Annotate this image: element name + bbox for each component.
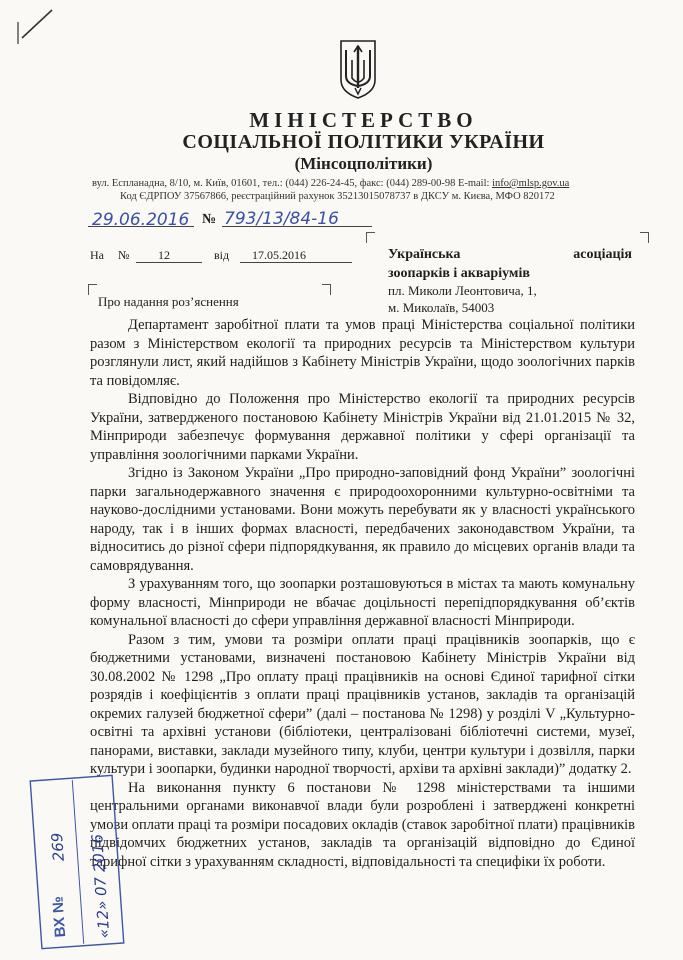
- outgoing-number: 793/13/84-16: [224, 209, 339, 229]
- reference-vid-label: від: [214, 248, 230, 262]
- letter-body: [90, 316, 635, 871]
- outgoing-number-label: №: [202, 212, 217, 227]
- body-paragraph: Згідно із Законом України „Про природно-заповідний фонд України” зоологічні парки загальнодержавного значення є природоохоронними культурно-освітніми та науково-дослідними установами. Вони можуть перебувати як у власності українського народу, так і в інших формах власності, передбачених законодавством України, та відноситись до різної сфери підпорядкування, як правило до місцевих органів влади та самоврядування.: [90, 465, 635, 574]
- trident-emblem-icon: [338, 38, 378, 100]
- ministry-title: МІНІСТЕРСТВО: [249, 108, 478, 132]
- recipient-address-line2: м. Миколаїв, 54003: [388, 300, 495, 315]
- subject-corner-tl: [88, 284, 97, 295]
- outgoing-date: 29.06.2016: [92, 210, 190, 230]
- body-paragraph: На виконання пункту 6 постанови № 1298 міністерствами та іншими центральними органами виконавчої влади були розроблені і затверджені конкретні умови оплати праці та розміри посадових окладів (ставок заробітної плати) працівників підвідомчих бюджетних установ, закладів та організацій відповідно до Єдиної тарифної сітки з урахуванням складності, відповідальності та специфіки їх роботи.: [90, 779, 635, 870]
- reference-number-label: №: [118, 248, 130, 262]
- reference-number: 12: [158, 248, 170, 262]
- body-paragraph: Департамент заробітної плати та умов праці Міністерства соціальної політики разом з Міністерством екології та природних ресурсів та Міністерством культури розглянули лист, який надійшов з Кабінету Міністрів України, щодо зоологічних парків та повідомляє.: [90, 317, 635, 389]
- reference-na-label: На: [90, 248, 104, 262]
- recipient-name-line1: [388, 244, 632, 265]
- reference-date: 17.05.2016: [252, 248, 306, 262]
- body-paragraph: Відповідно до Положення про Міністерство екології та природних ресурсів України, затвердженого постановою Кабінету Міністрів України від 21.01.2015 № 32, Мінприроди забезпечує формування державної політики у сфері організації та управління зоологічними парками України.: [90, 391, 635, 463]
- recipient-word1: Українська: [388, 247, 461, 262]
- email-link[interactable]: info@mlsp.gov.ua: [492, 178, 570, 189]
- body-paragraph: З урахуванням того, що зоопарки розташовуються в містах та мають комунальну форму власності, Мінприроди не вбачає доцільності перепідпорядкування об’єктів комунальної власності до сфери управління державної власності Мінприроди.: [90, 576, 635, 629]
- letter-subject: Про надання роз’яснення: [98, 294, 239, 309]
- recipient-block: [388, 244, 632, 316]
- pen-mark: [14, 6, 54, 46]
- stamp-date: «12» 07 2016: [88, 833, 114, 939]
- body-paragraph: Разом з тим, умови та розміри оплати праці працівників зоопарків, що є бюджетними установами, визначені постановою Кабінету Міністрів України від 30.08.2002 № 1298 „Про оплату праці працівників на основі Єдиної тарифної сітки розрядів і коефіцієнтів з оплати праці працівників установ, закладів та організацій окремих галузей бюджетної сфери” (далі – постанова № 1298) у розділі V „Культурно-освітні та архівні установи (бібліотеки, централізовані бібліотечні системи, музеї, панорами, виставки, заклади музейного типу, клуби, центри культури і дозвілля, парки культури і зоопарки, будинки народної творчості, архіви та архівні заклади)” додатку 2.: [90, 631, 635, 777]
- ministry-short-name: (Мінсоцполітики): [294, 154, 433, 173]
- stamp-label: ВХ №: [49, 895, 70, 938]
- stamp-number: 269: [47, 832, 68, 862]
- ministry-subtitle: СОЦІАЛЬНОЇ ПОЛІТИКИ УКРАЇНИ: [182, 131, 545, 153]
- subject-corner-tr: [322, 284, 331, 295]
- bank-details-line: Код ЄДРПОУ 37567866, реєстраційний рахунок 35213015078737 в ДКСУ м. Києва, МФО 820172: [120, 191, 555, 202]
- address-text: вул. Еспланадна, 8/10, м. Київ, 01601, тел.: (044) 226-24-45, факс: (044) 289-00-98 E-mail:: [92, 178, 493, 189]
- recipient-name-line2: зоопарків і акваріумів: [388, 266, 530, 281]
- incoming-stamp: [28, 773, 126, 951]
- address-line: [92, 178, 569, 189]
- recipient-address-line1: пл. Миколи Леонтовича, 1,: [388, 283, 537, 298]
- recipient-word2: асоціація: [573, 247, 632, 262]
- recipient-corner-tr: [640, 232, 649, 243]
- recipient-corner-tl: [366, 232, 375, 243]
